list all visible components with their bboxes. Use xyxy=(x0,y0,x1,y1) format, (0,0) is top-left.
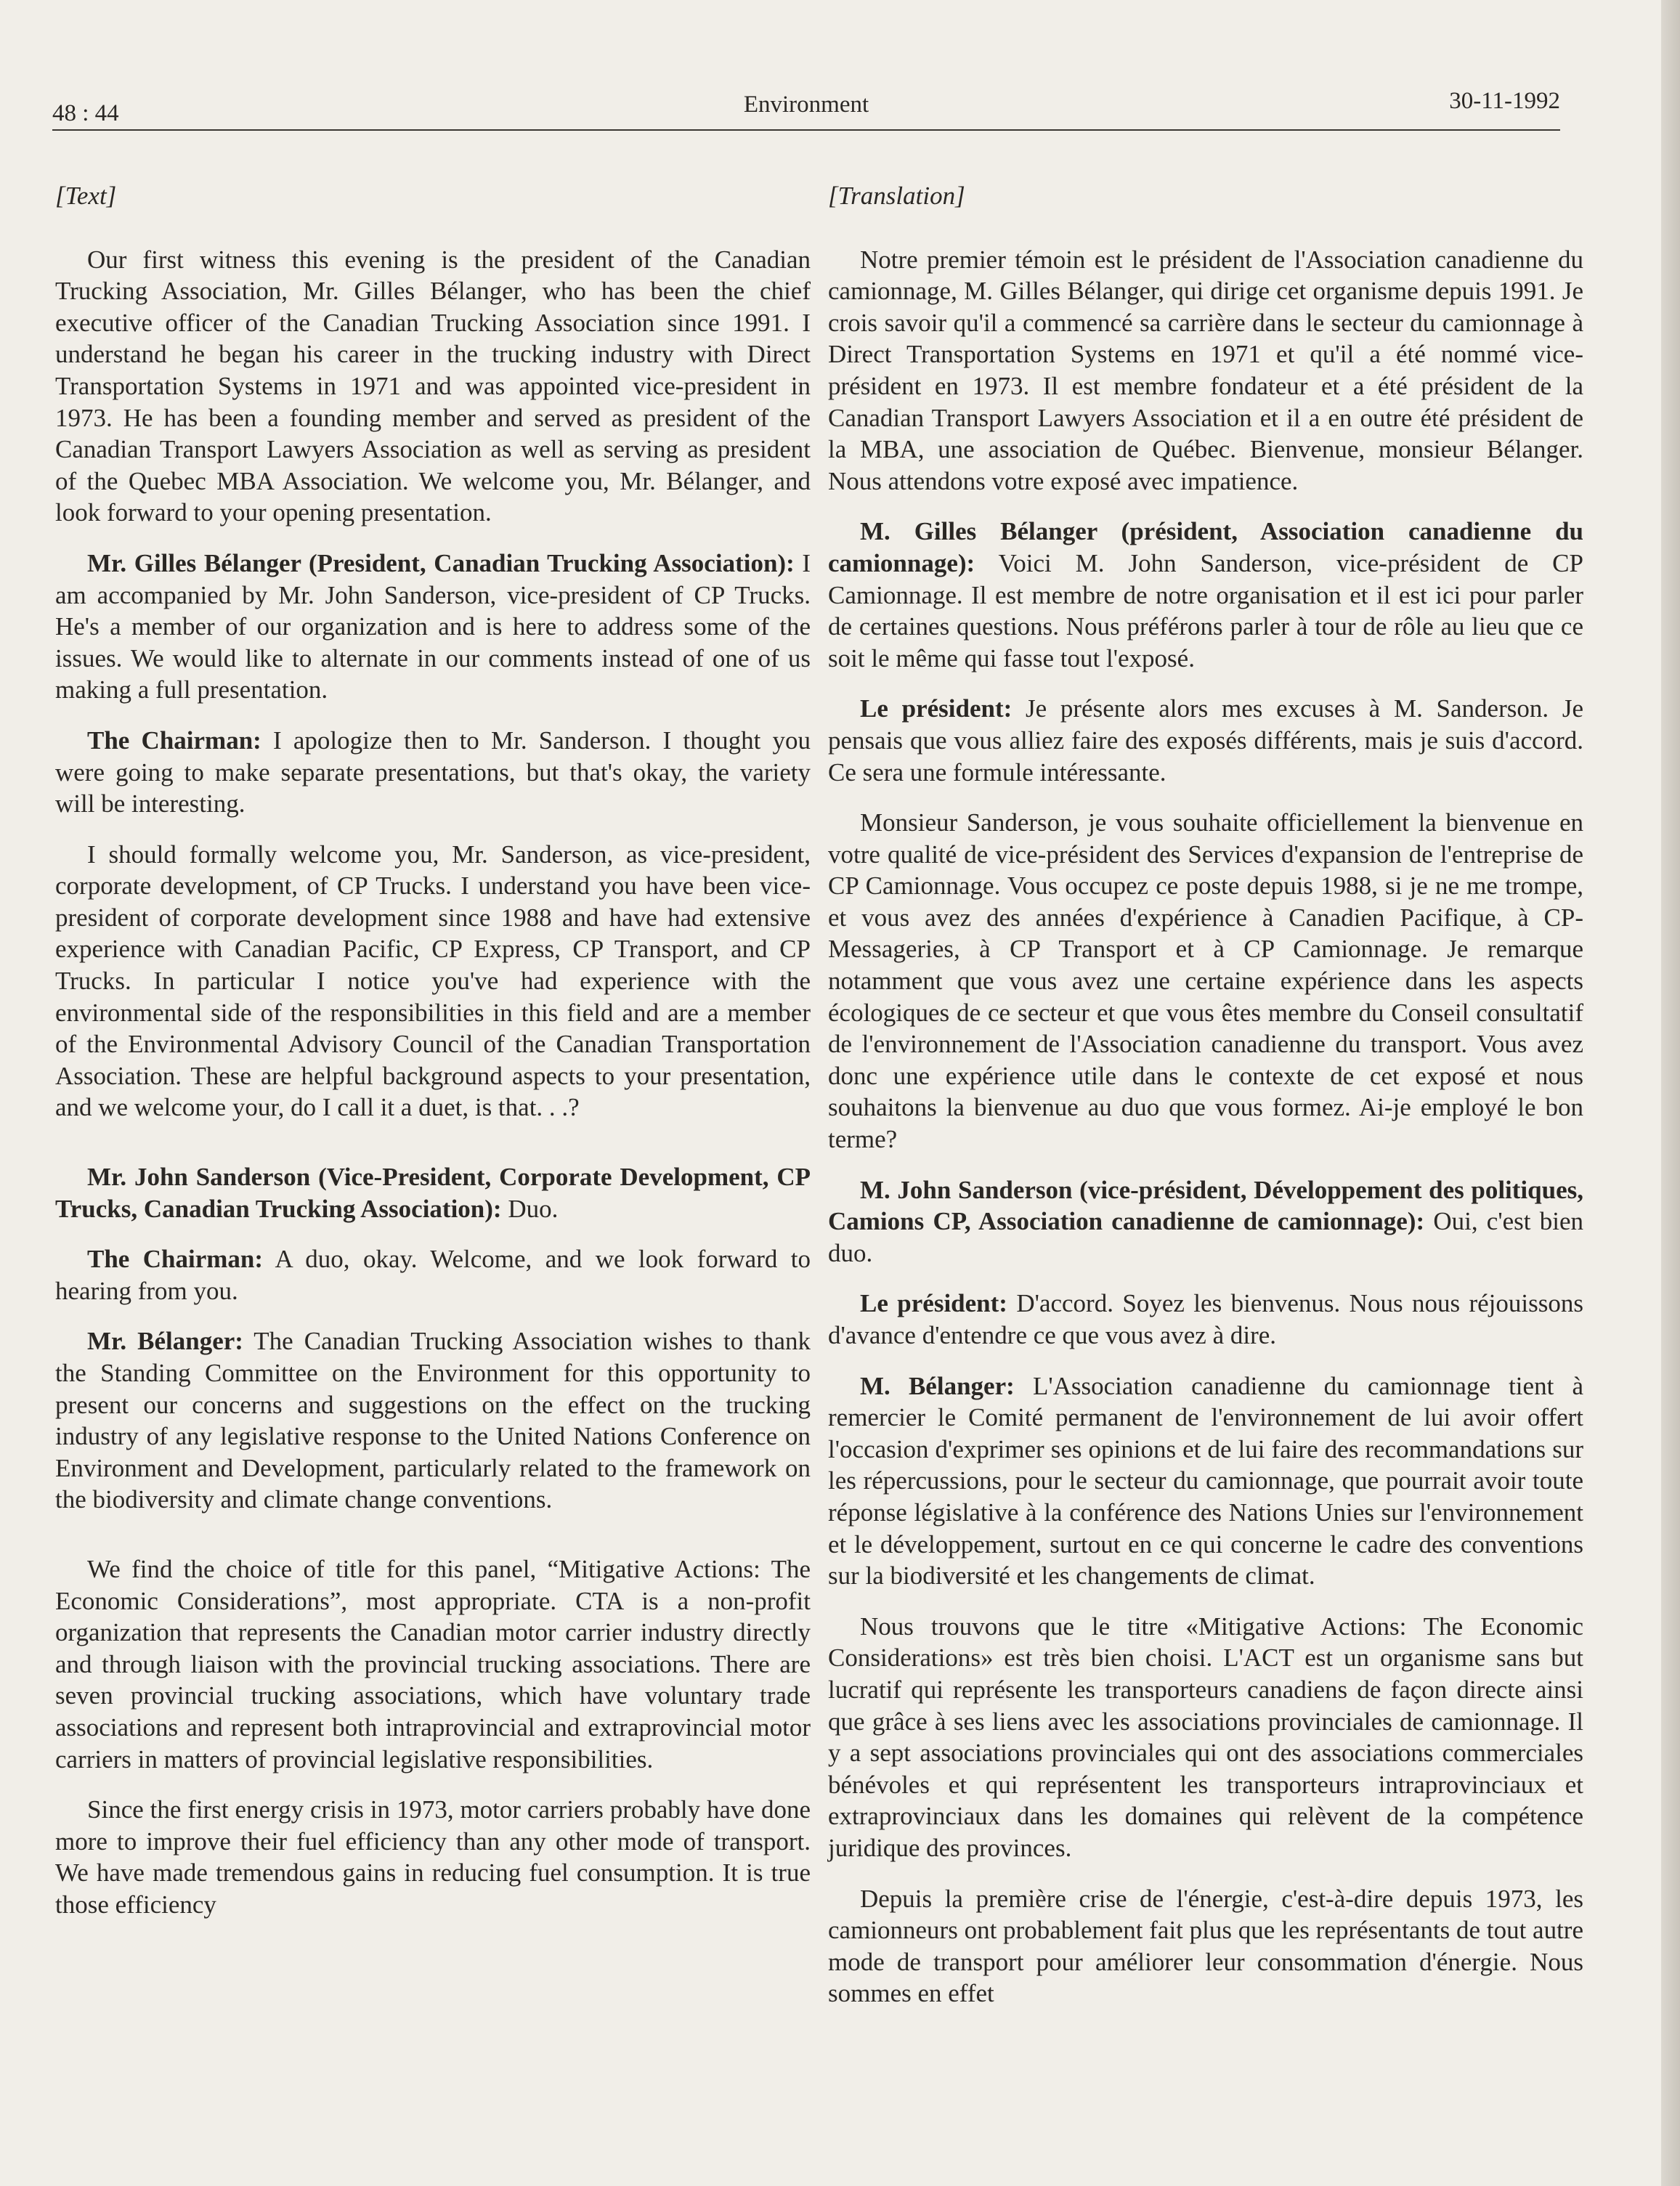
speech xyxy=(55,1325,811,1516)
speech xyxy=(55,548,811,706)
speaker: Mr. Gilles Bélanger (President, Canadian Trucking Association): xyxy=(87,548,795,577)
speaker: The Chairman: xyxy=(87,726,261,755)
speech xyxy=(55,1243,811,1307)
speaker: Le président: xyxy=(860,1289,1007,1318)
speech xyxy=(828,516,1583,674)
speech xyxy=(828,1174,1583,1269)
speaker: Le président: xyxy=(860,694,1013,723)
page-number: 48 : 44 xyxy=(52,100,119,126)
section-title: Environment xyxy=(743,92,869,118)
speaker: The Chairman: xyxy=(87,1245,264,1274)
speech xyxy=(828,1288,1583,1351)
paragraph: Monsieur Sanderson, je vous souhaite officiellement la bienvenue en votre qualité de vice-président des Services d'expansion de l'entreprise de CP Camionnage. Vous occupez ce poste depuis 1988, si je ne me trompe, et vous avez des années d'expérience à Canadien Pacifique, à CP-Messageries, à CP Transport et à CP Camionnage. Je remarque notamment que vous avez une certaine expérience dans les aspects écologiques de ce secteur et que vous êtes membre du Conseil consultatif de l'environnement de l'Association canadienne du transport. Vous avez donc une expérience utile dans le contexte de cet exposé et nous souhaitons la bienvenue au duo que vous formez. Ai-je employé le bon terme? xyxy=(828,808,1583,1154)
speech-text: Duo. xyxy=(501,1194,559,1223)
sitting-date: 30-11-1992 xyxy=(1449,88,1560,114)
speech xyxy=(828,1370,1583,1592)
speech-text: Voici M. John Sanderson, vice-président de CP Camionnage. Il est membre de notre organisation et il est ici pour parler de certaines questions. Nous préférons parler à tour de rôle au lieu que ce soit le même qui fasse tout l'exposé. xyxy=(828,548,1583,673)
paragraph: Depuis la première crise de l'énergie, c'est-à-dire depuis 1973, les camionneurs ont probablement fait plus que les représentants de tout autre mode de transport pour améliorer leur consommation d'énergie. Nous sommes en effet xyxy=(828,1884,1583,2008)
paragraph: I should formally welcome you, Mr. Sanderson, as vice-president, corporate development, of CP Trucks. I understand you have been vice-president of corporate development since 1988 and have had extensive experience with Canadian Pacific, CP Express, CP Transport, and CP Trucks. In particular I notice you've had experience with the environmental side of the responsibilities in this field and are a member of the Environmental Advisory Council of the Canadian Transportation Association. These are helpful background aspects to your presentation, and we welcome your, do I call it a duet, is that. . .? xyxy=(55,840,811,1122)
paragraph: Notre premier témoin est le président de l'Association canadienne du camionnage, M. Gilles Bélanger, qui dirige cet organisme depuis 1991. Je crois savoir qu'il a commencé sa carrière dans le secteur du camionnage à Direct Transportation Systems en 1971 et qu'il a été nommé vice-président en 1973. Il est membre fondateur et a été président de la Canadian Transport Lawyers Association et il a en outre été président de la MBA, une association de Québec. Bienvenue, monsieur Bélanger. Nous attendons votre exposé avec impatience. xyxy=(828,245,1583,495)
speech xyxy=(55,1161,811,1224)
french-column xyxy=(828,180,1583,2028)
speech-text: L'Association canadienne du camionnage tient à remercier le Comité permanent de l'environnement de lui avoir offert l'occasion d'exprimer ses opinions et de lui faire des recommandations sur les répercussions, pour le secteur du camionnage, que pourrait avoir toute réponse législative à la conférence des Nations Unies sur l'environnement et le développement, surtout en ce qui concerne le cadre des conventions sur la biodiversité et les changements de climat. xyxy=(828,1371,1584,1590)
speech xyxy=(828,693,1583,788)
paragraph: Nous trouvons que le titre «Mitigative Actions: The Economic Considerations» est très bien choisi. L'ACT est un organisme sans but lucratif qui représente les transporteurs canadiens de façon directe ainsi que grâce à ses liens avec les associations provinciales de camionnage. Il y a sept associations provinciales qui ont des associations commerciales bénévoles et qui représentent les transporteurs intraprovinciaux et extraprovinciaux dans les domaines qui relèvent de la compétence juridique des provinces. xyxy=(828,1612,1583,1862)
speech-text: A duo, okay. Welcome, and we look forward to hearing from you. xyxy=(55,1245,811,1305)
speech-text: Oui, c'est bien duo. xyxy=(828,1207,1583,1267)
english-column xyxy=(55,180,811,1940)
speech-text: The Canadian Trucking Association wishes to thank the Standing Committee on the Environment for this opportunity to present our concerns and suggestions on the effect on the trucking industry of any legislative response to the United Nations Conference on Environment and Development, particularly related to the framework on the biodiversity and climate change conventions. xyxy=(55,1327,811,1514)
speaker: M. Bélanger: xyxy=(860,1371,1015,1400)
page-edge xyxy=(1661,0,1680,2186)
paragraph: We find the choice of title for this panel, “Mitigative Actions: The Economic Considerations”, most appropriate. CTA is a non-profit organization that represents the Canadian motor carrier industry directly and through liaison with the provincial trucking associations. There are seven provincial trucking associations, which have voluntary trade associations and represent both intraprovincial and extraprovincial motor carriers in matters of provincial legislative responsibilities. xyxy=(55,1554,811,1773)
speaker: Mr. Bélanger: xyxy=(87,1327,243,1356)
speech-text: I am accompanied by Mr. John Sanderson, vice-president of CP Trucks. He's a member of our organization and is here to address some of the issues. We would like to alternate in our comments instead of one of us making a full presentation. xyxy=(55,548,811,704)
speech-text: Je présente alors mes excuses à M. Sanderson. Je pensais que vous alliez faire des exposés différents, mais je suis d'accord. Ce sera une formule intéressante. xyxy=(828,694,1584,787)
speech-text: D'accord. Soyez les bienvenus. Nous nous réjouissons d'avance d'entendre ce que vous avez à dire. xyxy=(828,1289,1583,1349)
speaker: Mr. John Sanderson (Vice-President, Corporate Development, CP Trucks, Canadian Trucking Association): xyxy=(55,1163,811,1223)
text-tag: [Text] xyxy=(55,182,117,210)
speech-text: I apologize then to Mr. Sanderson. I thought you were going to make separate presentations, but that's okay, the variety will be interesting. xyxy=(55,726,811,818)
speaker: M. Gilles Bélanger (président, Association canadienne du camionnage): xyxy=(828,517,1583,577)
paragraph: Our first witness this evening is the president of the Canadian Trucking Association, Mr. Gilles Bélanger, who has been the chief executive officer of the Canadian Trucking Association since 1991. I understand he began his career in the trucking industry with Direct Transportation Systems in 1971 and was appointed vice-president in 1973. He has been a founding member and served as president of the Canadian Transport Lawyers Association as well as serving as president of the Quebec MBA Association. We welcome you, Mr. Bélanger, and look forward to your opening presentation. xyxy=(55,245,811,527)
translation-tag: [Translation] xyxy=(828,182,965,210)
paragraph: Since the first energy crisis in 1973, motor carriers probably have done more to improve their fuel efficiency than any other mode of transport. We have made tremendous gains in reducing fuel consumption. It is true those efficiency xyxy=(55,1795,811,1919)
speaker: M. John Sanderson (vice-président, Développement des politiques, Camions CP, Association canadienne de camionnage): xyxy=(828,1175,1583,1236)
speech xyxy=(55,725,811,820)
running-header xyxy=(52,86,1560,131)
